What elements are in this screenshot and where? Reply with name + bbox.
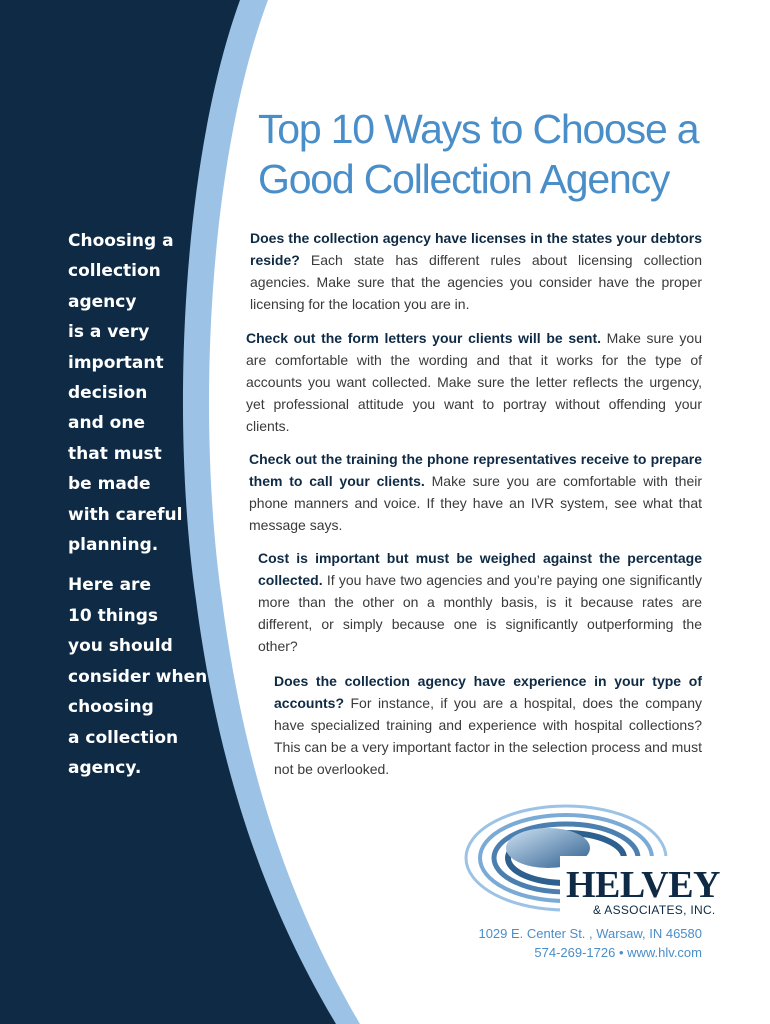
tip-body: Each state has different rules about licensing collection agencies. Make sure that the agencies you consider have the proper licensing for the location you are in. [250,252,702,312]
sidebar-line: that must [68,443,162,464]
tip-item-5 [274,670,702,780]
tip-heading: Does the collection agency have licenses in the states your debtors reside? [250,230,702,268]
tip-heading: Check out the form letters your clients will be sent. [246,330,602,346]
tip-body: If you have two agencies and you’re paying one significantly more than the other on a monthly basis, is it because rates are different, or simply because one is significantly outperforming the other? [258,572,703,654]
sidebar-line: decision [68,383,148,404]
tip-item-4 [258,547,702,657]
sidebar-line: planning. [68,535,159,556]
sidebar-line: with careful [68,504,183,525]
sidebar-paragraph-2 [68,570,238,783]
contact-block [478,924,702,962]
sidebar-line: agency [68,291,137,312]
sidebar-line: a collection [68,727,179,748]
sidebar-intro [68,226,238,783]
sidebar-line: be made [68,474,151,495]
sidebar-line: choosing [68,697,154,718]
logo-subtitle: & ASSOCIATES, INC. [593,903,716,917]
tip-heading: Does the collection agency have experience in your type of accounts? [274,673,702,711]
tip-body: Make sure you are comfortable with the wording and that it works for the type of accounts you want collected. Make sure the letter reflects the urgency, yet professional attitude you want to portray without offending your clients. [246,330,703,434]
sidebar-line: Here are [68,575,151,596]
tip-heading: Cost is important but must be weighed against the percentage collected. [258,550,702,588]
page-title [258,104,728,204]
sidebar-line: agency. [68,757,142,778]
tip-item-1 [250,227,702,315]
address-line: 1029 E. Center St. , Warsaw, IN 46580 [478,926,702,941]
logo-wordmark: HELVEY [566,864,720,906]
tip-heading: Check out the training the phone representatives receive to prepare them to call your clients. [249,451,702,489]
phone-web-line: 574-269-1726 • www.hlv.com [534,945,702,960]
tip-item-2 [246,327,702,437]
tip-body: For instance, if you are a hospital, does the company have specialized training and experience with hospital collections? This can be a very important factor in the selection process and must not be overlooked. [274,695,703,777]
tip-item-3 [249,448,702,536]
sidebar-line: you should [68,636,173,657]
sidebar-line: 10 things [68,605,159,626]
tip-body: Make sure you are comfortable with their phone manners and voice. If they have an IVR system, see what that message says. [249,473,703,533]
sidebar-line: and one [68,413,145,434]
title-line-1: Top 10 Ways to Choose a [258,106,699,152]
sidebar-line: Choosing a [68,231,174,251]
sidebar-line: is a very [68,322,150,343]
sidebar-paragraph-1 [68,226,238,560]
sidebar-line: consider when [68,666,208,687]
sidebar-line: important [68,352,164,373]
sidebar-line: collection [68,261,161,282]
title-line-2: Good Collection Agency [258,156,670,202]
